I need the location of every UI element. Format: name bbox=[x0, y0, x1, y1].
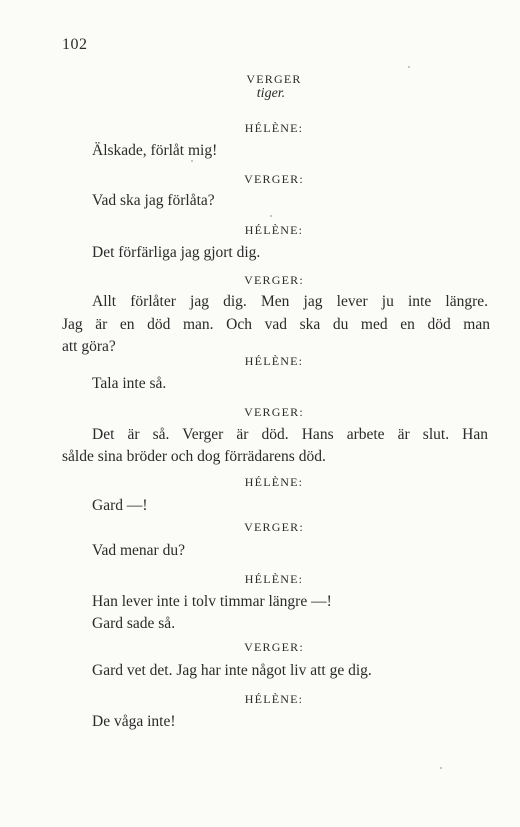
paper-speck bbox=[191, 160, 193, 162]
speaker-verger: VERGER: bbox=[244, 520, 304, 534]
dialogue-line: Gard vet det. Jag har inte något liv att ge dig. bbox=[92, 662, 372, 679]
paper-speck bbox=[408, 66, 410, 68]
page-number: 102 bbox=[62, 36, 88, 53]
speaker-helene: HÉLÈNE: bbox=[244, 475, 304, 489]
speaker-verger: VERGER: bbox=[244, 405, 304, 419]
speaker-verger: VERGER: bbox=[244, 273, 304, 287]
dialogue-line: Han lever inte i tolv timmar längre —! bbox=[92, 593, 332, 610]
speaker-helene: HÉLÈNE: bbox=[244, 121, 304, 135]
dialogue-line: Älskade, förlåt mig! bbox=[92, 142, 218, 159]
dialogue-line: Vad menar du? bbox=[92, 542, 185, 559]
dialogue-line: Allt förlåter jag dig. Men jag lever ju inte längre. bbox=[92, 293, 488, 310]
dialogue-line: De våga inte! bbox=[92, 713, 176, 730]
speaker-verger: VERGER: bbox=[244, 640, 304, 654]
dialogue-line: Gard sade så. bbox=[92, 615, 176, 632]
dialogue-line: Jag är en död man. Och vad ska du med en död man bbox=[62, 316, 490, 333]
stage-direction: tiger. bbox=[256, 86, 286, 101]
speaker-helene: HÉLÈNE: bbox=[244, 572, 304, 586]
paper-speck bbox=[270, 215, 272, 217]
speaker-verger: VERGER bbox=[246, 72, 302, 86]
dialogue-line: Det är så. Verger är död. Hans arbete är slut. Han bbox=[92, 426, 488, 443]
dialogue-line: sålde sina bröder och dog förrädarens död. bbox=[62, 448, 326, 465]
dialogue-line: Det förfärliga jag gjort dig. bbox=[92, 244, 261, 261]
dialogue-line: att göra? bbox=[62, 338, 116, 355]
speaker-verger: VERGER: bbox=[244, 172, 304, 186]
dialogue-line: Tala inte så. bbox=[92, 375, 167, 392]
speaker-helene: HÉLÈNE: bbox=[244, 692, 304, 706]
speaker-helene: HÉLÈNE: bbox=[244, 354, 304, 368]
dialogue-line: Gard —! bbox=[92, 497, 148, 514]
speaker-helene: HÉLÈNE: bbox=[244, 223, 304, 237]
dialogue-line: Vad ska jag förlåta? bbox=[92, 192, 215, 209]
paper-speck bbox=[440, 767, 442, 769]
